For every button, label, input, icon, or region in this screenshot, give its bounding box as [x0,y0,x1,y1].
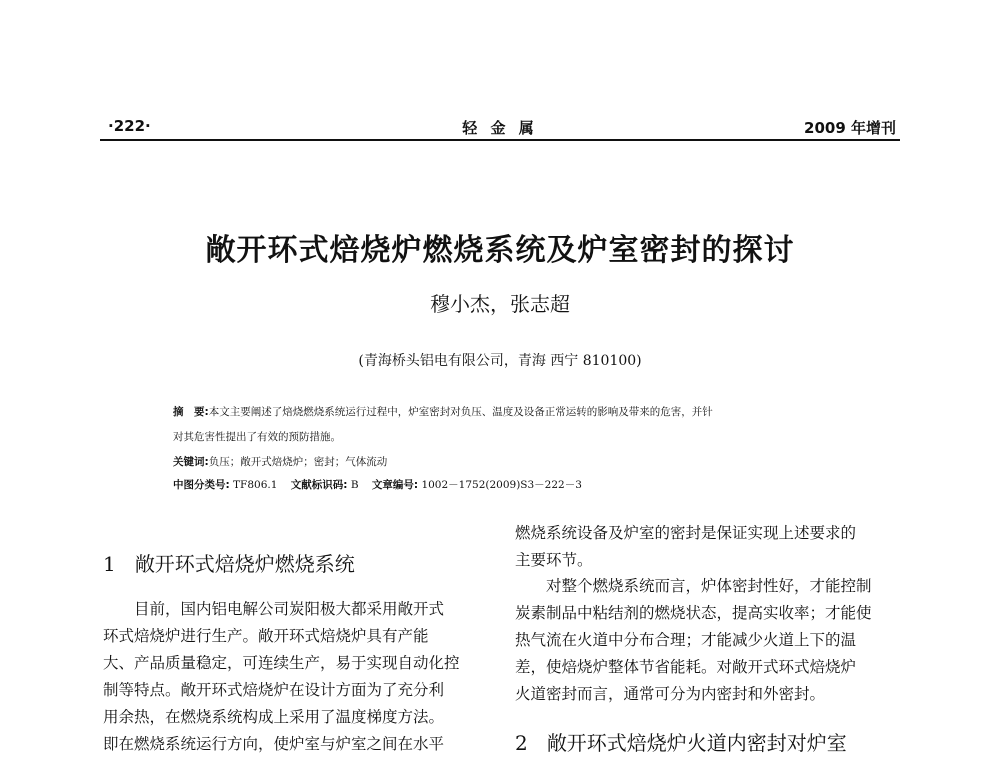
header-rule [100,139,900,141]
doc-code-label: 文献标识码: [290,479,348,491]
abstract-label: 摘 要: [173,406,209,418]
paragraph-line: 环式焙烧炉进行生产。敞开环式焙烧炉具有产能 [103,627,429,645]
paragraph-line: 热气流在火道中分布合理；才能减少火道上下的温 [515,631,857,649]
paragraph-line: 差，使焙烧炉整体节省能耗。对敞开式环式焙烧炉 [515,658,857,676]
clc-label: 中图分类号: [173,479,230,491]
section-2-number: 2 [515,731,528,755]
abstract-line-2: 对其危害性提出了有效的预防措施。 [173,431,341,443]
abstract-line-1: 本文主要阐述了焙烧燃烧系统运行过程中，炉室密封对负压、温度及设备正常运转的影响及带来的危害，并针 [208,406,713,418]
section-1-heading [103,548,355,577]
article-number-label: 文章编号: [371,479,419,491]
right-column-paragraph-1 [515,520,900,574]
paragraph-line: 制等特点。敞开环式焙烧炉在设计方面为了充分利 [103,681,445,699]
issue-label: 2009 年增刊 [804,119,896,137]
paragraph-line: 用余热，在燃烧系统构成上采用了温度梯度方法。 [103,708,445,726]
affiliation: (青海桥头铝电有限公司，青海 西宁 810100) [358,353,642,369]
section-2-title: 敞开环式焙烧炉火道内密封对炉室 [546,731,847,755]
section-1-number: 1 [103,552,116,576]
paragraph-line: 燃烧系统设备及炉室的密封是保证实现上述要求的 [515,524,857,542]
paragraph-line: 大、产品质量稳定，可连续生产，易于实现自动化控 [103,654,460,672]
section-2-heading [515,727,847,756]
paragraph-line: 对整个燃烧系统而言，炉体密封性好，才能控制 [515,577,872,595]
right-column-paragraph-2 [515,573,900,708]
page-number: ·222· [108,117,151,135]
abstract [173,401,873,423]
article-number-value: 1002－1752(2009)S3－222－3 [421,479,582,491]
paragraph-line: 主要环节。 [515,551,593,569]
classification [173,474,873,496]
paragraph-line: 即在燃烧系统运行方向，使炉室与炉室之间在水平 [103,735,445,753]
paragraph-line: 目前，国内铝电解公司炭阳极大都采用敞开式 [103,600,445,618]
journal-name: 轻 金 属 [462,119,538,137]
paragraph-line: 火道密封而言，通常可分为内密封和外密封。 [515,685,826,703]
keywords-text: 负压；敞开式焙烧炉；密封；气体流动 [208,456,388,468]
paragraph-line: 炭素制品中粘结剂的燃烧状态，提高实收率；才能使 [515,604,872,622]
keywords [173,451,873,473]
authors: 穆小杰，张志超 [430,292,570,316]
clc-value: TF806.1 [233,479,278,491]
paper-title: 敞开环式焙烧炉燃烧系统及炉室密封的探讨 [205,233,795,268]
left-column [103,596,488,758]
section-1-title: 敞开环式焙烧炉燃烧系统 [134,552,355,576]
doc-code-value: B [350,479,359,491]
keywords-label: 关键词: [173,456,209,468]
